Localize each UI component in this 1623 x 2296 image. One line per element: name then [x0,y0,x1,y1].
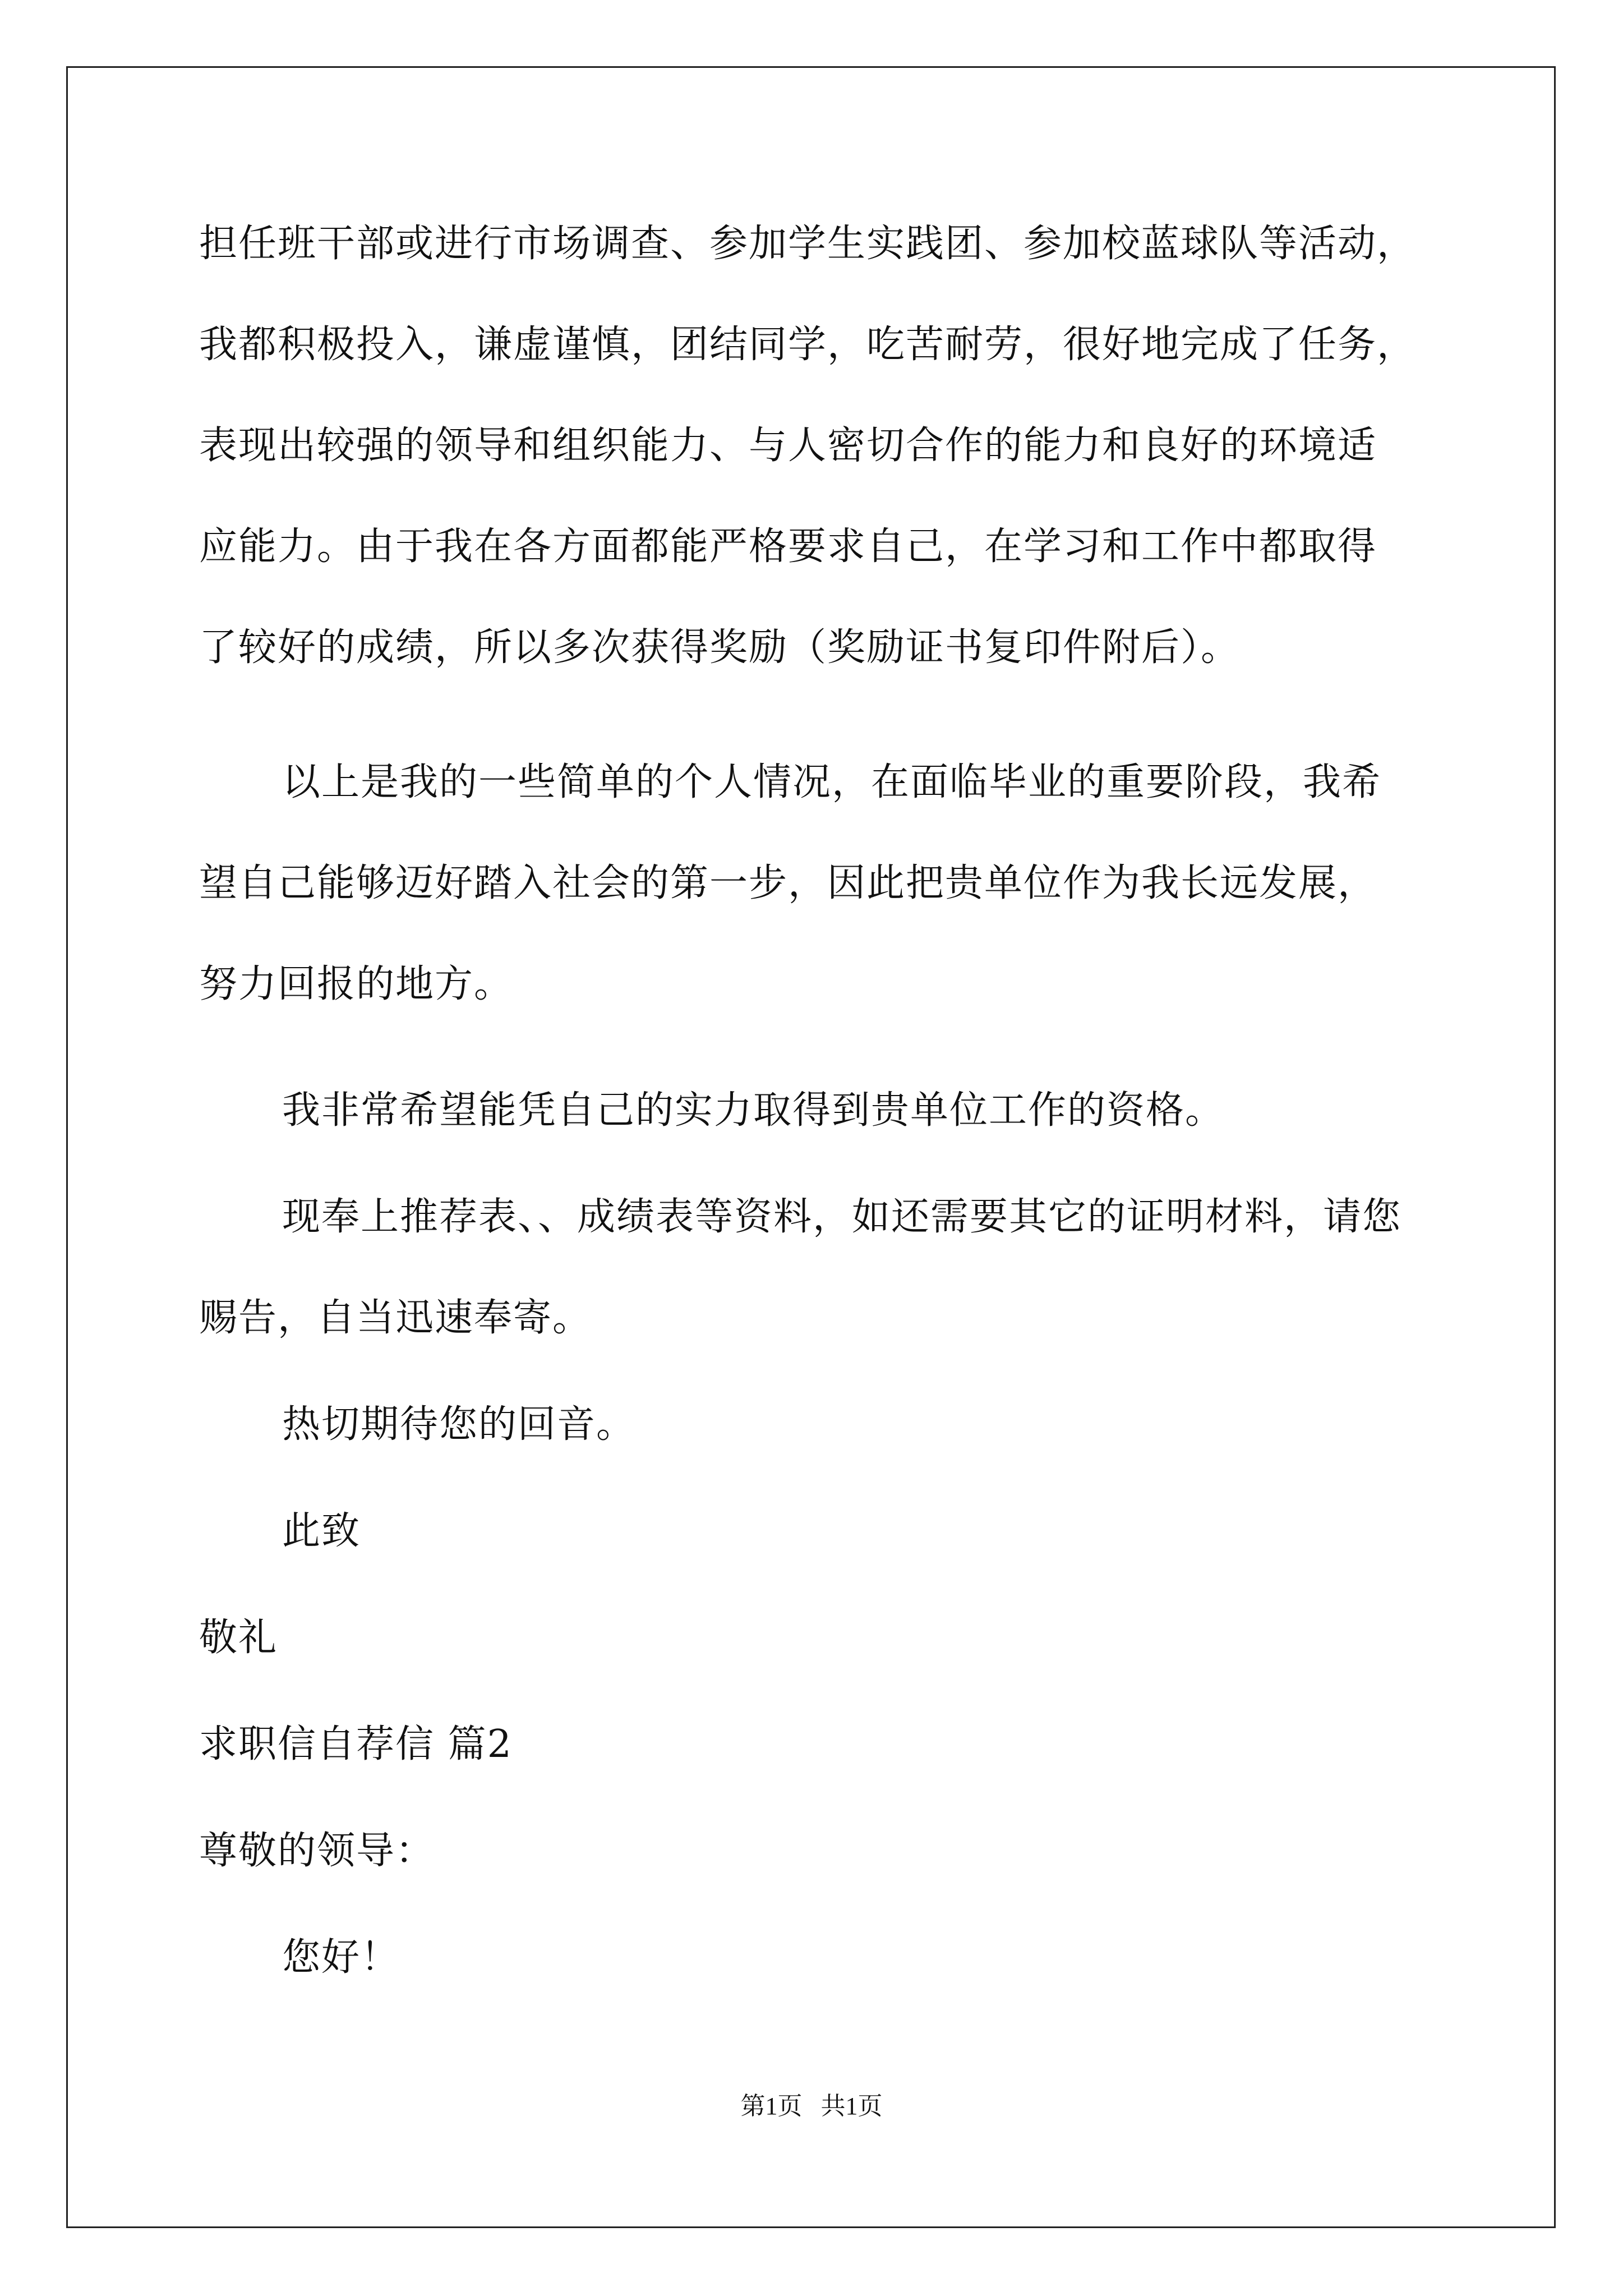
text-line: 担任班干部或进行市场调查、参加学生实践团、参加校蓝球队等活动， [199,222,1417,266]
text-line: 敬礼 [199,1616,278,1660]
text-line: 现奉上推荐表、、成绩表等资料，如还需要其它的证明材料，请您 [282,1195,1402,1239]
salutation: 尊敬的领导： [199,1829,435,1873]
text-line: 了较好的成绩，所以多次获得奖励（奖励证书复印件附后）。 [199,625,1241,670]
page-border [66,66,1556,2228]
text-line: 赐告，自当迅速奉寄。 [199,1296,592,1340]
text-line: 望自己能够迈好踏入社会的第一步，因此把贵单位作为我长远发展， [199,861,1377,905]
text-line: 我都积极投入，谦虚谨慎，团结同学，吃苦耐劳，很好地完成了任务， [199,323,1417,367]
text-line: 热切期待您的回音。 [282,1402,636,1447]
greeting: 您好！ [282,1935,400,1980]
page-footer: 第1页 共1页 [740,2092,883,2120]
text-line: 努力回报的地方。 [199,962,514,1006]
section-heading: 求职信自荐信 篇2 [199,1722,513,1766]
text-line: 我非常希望能凭自己的实力取得到贵单位工作的资格。 [282,1088,1225,1133]
text-line: 应能力。由于我在各方面都能严格要求自己，在学习和工作中都取得 [199,524,1377,569]
text-line: 以上是我的一些简单的个人情况，在面临毕业的重要阶段，我希 [282,760,1382,804]
text-line: 表现出较强的领导和组织能力、与人密切合作的能力和良好的环境适 [199,424,1377,468]
text-line: 此致 [282,1509,361,1553]
